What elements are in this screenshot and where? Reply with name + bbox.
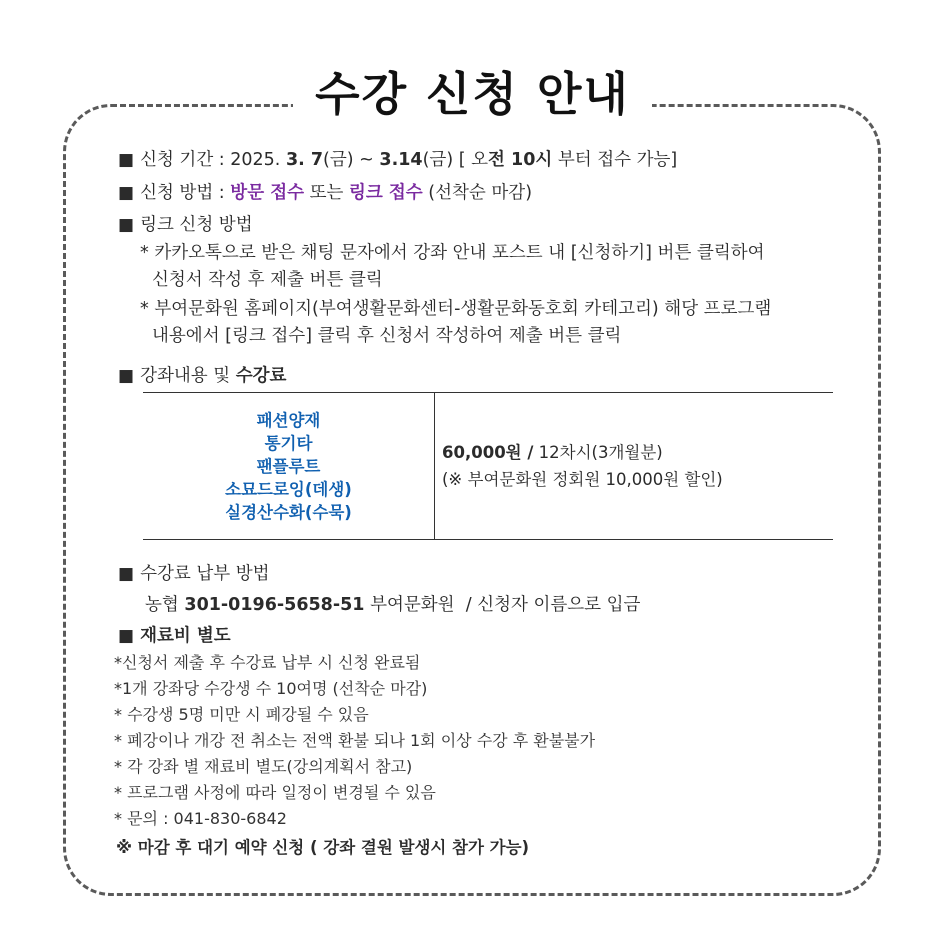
square-bullet-icon: ■: [118, 183, 135, 203]
course-item: 패션양재: [256, 410, 321, 430]
square-bullet-icon: ■: [118, 150, 135, 170]
application-method: ■ 신청 방법 : 방문 접수 또는 링크 접수 (선착순 마감): [118, 183, 533, 203]
note-item: *1개 강좌당 수강생 수 10여명 (선착순 마감): [114, 679, 428, 698]
note-item: * 각 강좌 별 재료비 별도(강의계획서 참고): [114, 757, 413, 776]
square-bullet-icon: ■: [118, 564, 135, 584]
application-period: ■ 신청 기간 : 2025. 3. 7(금) ~ 3.14(금) [ 오전 10시 부터 접수 가능]: [118, 150, 678, 170]
course-item: 실경산수화(수묵): [225, 502, 352, 522]
course-item: 팬플루트: [256, 456, 321, 476]
course-list: [143, 393, 435, 539]
payment-heading: ■ 수강료 납부 방법: [118, 564, 270, 584]
course-heading: ■ 강좌내용 및 수강료: [118, 366, 287, 386]
note-item: * 수강생 5명 미만 시 폐강될 수 있음: [114, 705, 369, 724]
link-method-heading: ■ 링크 신청 방법: [118, 215, 253, 235]
square-bullet-icon: ■: [118, 366, 135, 386]
material-heading: ■ 재료비 별도: [118, 626, 231, 646]
note-item: * 문의 : 041-830-6842: [114, 809, 287, 828]
visit-apply-label: 방문 접수: [230, 183, 305, 203]
note-item: *신청서 제출 후 수강료 납부 시 신청 완료됨: [114, 653, 421, 672]
square-bullet-icon: ■: [118, 626, 135, 646]
square-bullet-icon: ■: [118, 215, 135, 235]
waitlist-note: ※ 마감 후 대기 예약 신청 ( 강좌 결원 발생시 참가 가능): [116, 838, 530, 857]
link-apply-label: 링크 접수: [348, 183, 423, 203]
link-method-item: * 카카오톡으로 받은 채팅 문자에서 강좌 안내 포스트 내 [신청하기] 버튼 클릭하여 신청서 작성 후 제출 버튼 클릭: [140, 243, 765, 290]
course-table: [143, 392, 833, 540]
course-item: 소묘드로잉(데생): [225, 479, 352, 499]
payment-account: 농협 301-0196-5658-51 부여문화원 / 신청자 이름으로 입금: [145, 595, 641, 615]
notes-list: [114, 650, 595, 832]
note-item: * 프로그램 사정에 따라 일정이 변경될 수 있음: [114, 783, 436, 802]
note-item: * 폐강이나 개강 전 취소는 전액 환불 되나 1회 이상 수강 후 환불불가: [114, 731, 596, 750]
course-item: 통기타: [264, 433, 313, 453]
page-title: 수강 신청 안내: [0, 58, 945, 124]
link-method-item: * 부여문화원 홈페이지(부여생활문화센터-생활문화동호회 카테고리) 해당 프로그램 내용에서 [링크 접수] 클릭 후 신청서 작성하여 제출 버튼 클릭: [140, 299, 772, 346]
course-price: 60,000원 / 12차시(3개월분) (※ 부여문화원 정회원 10,000원 할인): [442, 443, 723, 489]
